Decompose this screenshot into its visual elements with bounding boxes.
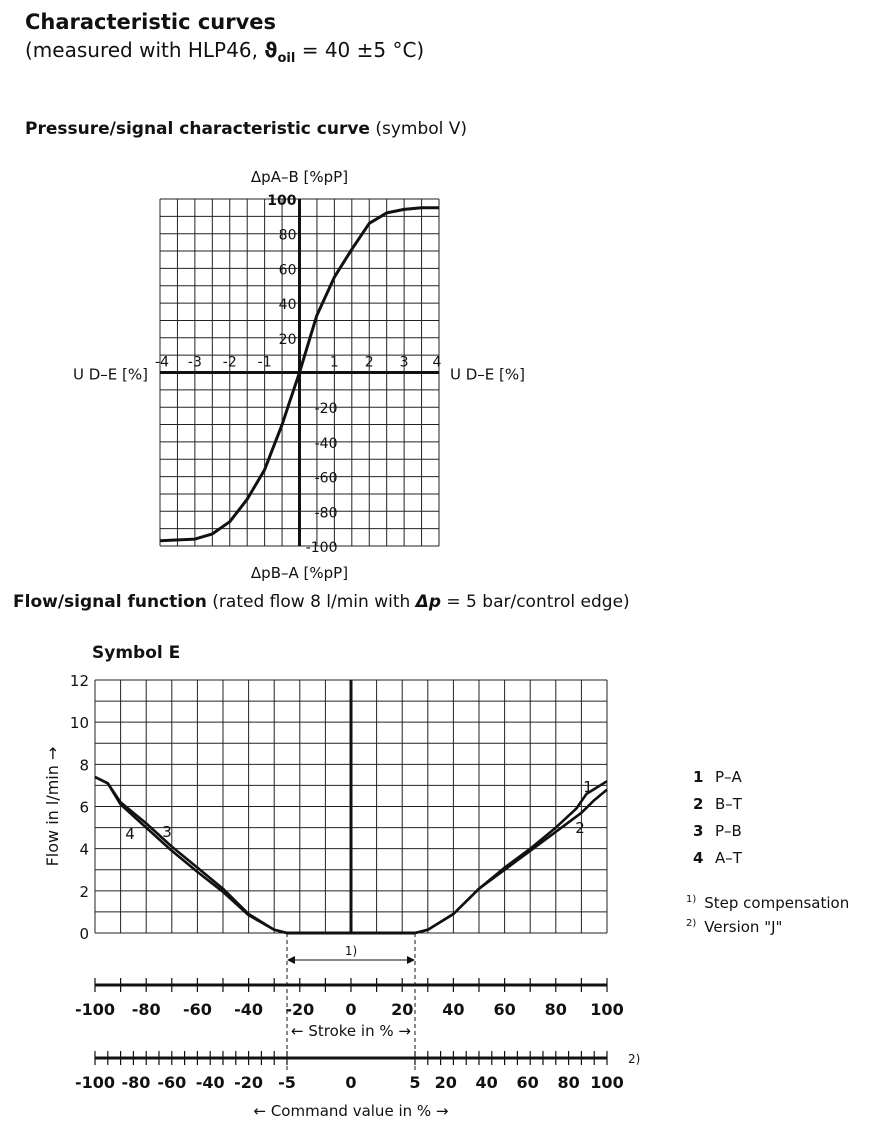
chart2-series-label-2: 2 (575, 819, 585, 837)
chart2-series-label-4: 4 (125, 825, 135, 843)
chart2-stroke-tick: -40 (234, 1000, 264, 1019)
chart1-y-tick: -20 (314, 401, 338, 418)
section2-rest: (rated flow 8 l/min with (206, 592, 416, 612)
chart2-command-tick: 0 (345, 1073, 357, 1092)
chart2-arrow-right-head (407, 956, 415, 964)
chart2-command-tick: -40 (195, 1073, 225, 1092)
legend-item-4: 4 A–T (693, 849, 742, 867)
legend-item-3: 3 P–B (693, 822, 742, 840)
chart2-command-tick: -60 (157, 1073, 187, 1092)
chart2-stroke-tick: -100 (74, 1000, 116, 1019)
legend-item-2: 2 B–T (693, 795, 742, 813)
chart2-axis2-mark: 2) (628, 1052, 641, 1066)
chart2-command-tick: 60 (516, 1073, 539, 1092)
chart2-series-3 (95, 777, 287, 933)
chart2-x-label: ← Stroke in % → (291, 1022, 411, 1040)
chart2-y-tick: 8 (79, 756, 89, 775)
chart1-y-tick: -60 (314, 470, 338, 487)
subtitle-symbol: ϑ (264, 38, 278, 62)
chart2-y-tick: 10 (69, 714, 89, 733)
chart2-command-tick: 80 (557, 1073, 580, 1092)
section1-bold: Pressure/signal characteristic curve (25, 119, 370, 139)
chart2-command-tick: -20 (234, 1073, 264, 1092)
section2-end: = 5 bar/control edge) (441, 592, 630, 612)
chart1-x-label-right: U D–E [%] (450, 365, 525, 384)
chart1-y-label-top: ΔpA–B [%pP] (250, 168, 349, 186)
chart2-y-tick: 4 (79, 840, 89, 859)
chart2-stroke-tick: 0 (345, 1000, 357, 1019)
chart2-y-tick: 6 (79, 798, 89, 817)
footnote-2: $^{2)}$ Version "J" (686, 918, 783, 936)
chart1-x-tick: -4 (155, 354, 169, 371)
page-title: Characteristic curves (25, 10, 277, 34)
chart2-stroke-tick: -60 (182, 1000, 212, 1019)
chart2-stroke-tick: -20 (285, 1000, 315, 1019)
chart1-x-tick: 2 (364, 354, 374, 371)
chart1-y-tick: 80 (278, 227, 297, 244)
chart2-command-tick: 5 (409, 1073, 421, 1092)
chart1-x-tick: -3 (187, 354, 202, 371)
chart2-command-tick: -100 (74, 1073, 116, 1092)
chart1-x-tick: 4 (432, 354, 442, 371)
chart2-stroke-tick: 20 (391, 1000, 414, 1019)
chart1-y-tick: 60 (278, 262, 297, 279)
chart2-y-label: Flow in l/min → (43, 746, 62, 867)
chart2-series-label-1: 1 (583, 778, 593, 796)
section2-dp: Δp (415, 592, 441, 612)
chart2-x2-label: ← Command value in % → (253, 1102, 449, 1120)
chart1-x-tick: -2 (222, 354, 237, 371)
chart1-x-label-left: U D–E [%] (73, 365, 148, 384)
chart2-command-tick: -5 (278, 1073, 296, 1092)
chart1-y-tick: -40 (314, 435, 338, 452)
chart2-stroke-tick: 40 (442, 1000, 465, 1019)
chart2-annotation-1: 1) (344, 944, 358, 958)
chart2-command-tick: 100 (590, 1073, 624, 1092)
subtitle-sub: oil (277, 51, 296, 66)
chart1-y-tick: 20 (278, 331, 297, 348)
chart1-x-tick: 3 (399, 354, 409, 371)
chart2-series-4 (95, 777, 287, 933)
chart1-x-tick: 1 (329, 354, 339, 371)
subtitle-suffix: = 40 ±5 °C) (295, 38, 425, 62)
chart2-command-tick: 20 (434, 1073, 457, 1092)
chart2-title: Symbol E (92, 643, 181, 663)
chart1-y-label-bottom: ΔpB–A [%pP] (250, 564, 349, 582)
chart2-stroke-tick: 60 (493, 1000, 516, 1019)
chart1-y-tick: -100 (305, 540, 338, 556)
chart2-y-tick: 0 (79, 925, 89, 943)
chart1-y-tick: 100 (267, 193, 297, 209)
chart2-series-1 (415, 781, 607, 933)
chart1-x-tick: -1 (257, 354, 272, 371)
chart2-command-tick: 40 (475, 1073, 498, 1092)
chart2-command-tick: -80 (121, 1073, 151, 1092)
chart2-series-label-3: 3 (162, 823, 172, 841)
chart2-y-tick: 2 (79, 882, 89, 901)
chart1-y-tick: -80 (314, 505, 338, 522)
chart1-y-tick: 40 (278, 297, 297, 314)
section1-rest: (symbol V) (369, 119, 468, 139)
chart2-stroke-tick: 80 (544, 1000, 567, 1019)
chart2-arrow-left-head (287, 956, 295, 964)
subtitle-prefix: (measured with HLP46, (25, 38, 265, 62)
chart2-stroke-tick: -80 (131, 1000, 161, 1019)
chart2-stroke-tick: 100 (590, 1000, 624, 1019)
footnote-1: $^{1)}$ Step compensation (686, 894, 850, 912)
section2-bold: Flow/signal function (13, 592, 207, 612)
chart2-y-tick: 12 (69, 672, 89, 690)
legend-item-1: 1 P–A (693, 768, 742, 786)
